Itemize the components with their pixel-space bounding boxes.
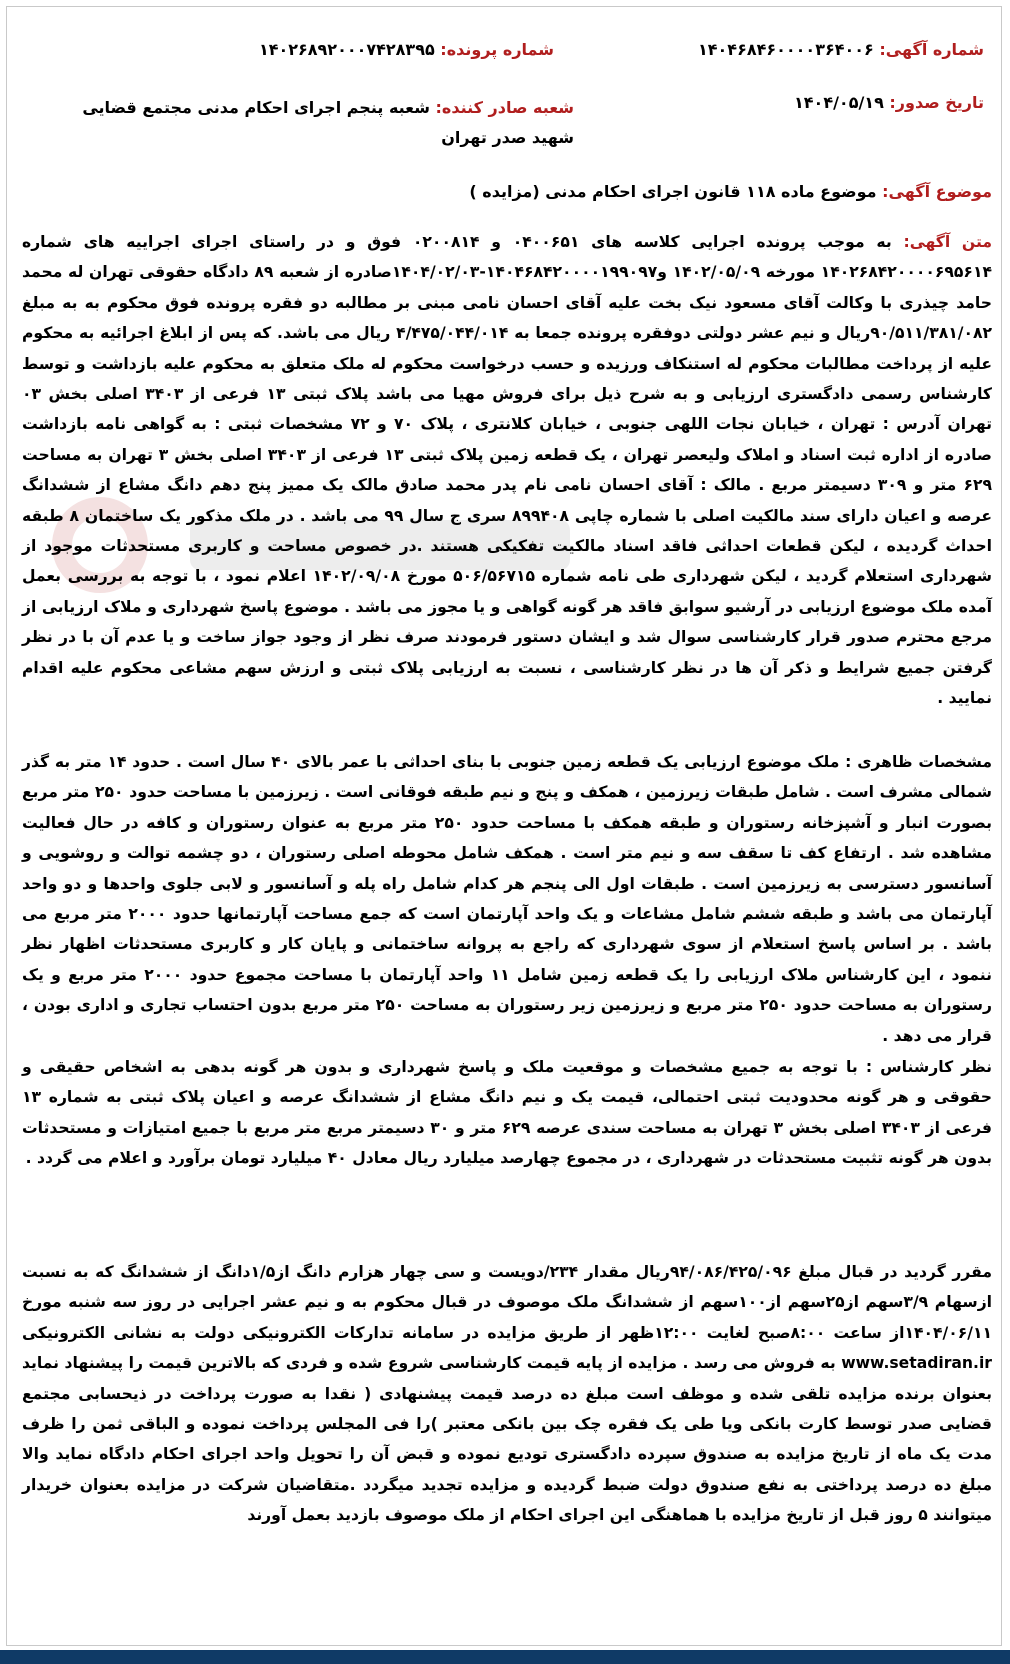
notice-text: به موجب پرونده اجرایی کلاسه های ۰۴۰۰۶۵۱ و ۰۲۰۰۸۱۴ فوق و در راستای اجرای اجراییه های شماره ۱۴۰۲۶۸۴۲۰۰۰۰۶۹۵۶۱۴ مورخه ۱۴۰۲/۰۵/۰۹ و۱۴۰۴۶۸۴۲۰۰۰۰۱۹۹۰۹۷-۱۴۰۴/۰۲/۰۳صادره از شعبه ۸۹ دادگاه حقوقی تهران له محمد حامد چیذری با وکالت آقای مسعود نیک بخت علیه آقای احسان نامی مبنی بر مطالبه دو فقره پرونده فوق محکوم به به مبلغ ۹۰/۵۱۱/۳۸۱/۰۸۲ریال و نیم عشر دولتی دوفقره پرونده جمعا به ۴/۴۷۵/۰۴۴/۰۱۴ ریال می باشد. که پس از ابلاغ اجرائیه به محکوم علیه از پرداخت مطالبات محکوم له استنکاف ورزیده و حسب درخواست محکوم له ملک متعلق به محکوم علیه بازداشت و توسط کارشناس رسمی دادگستری ارزیابی و به شرح ذیل برای فروش مهیا می باشد پلاک ثبتی ۱۳ فرعی از ۳۴۰۳ اصلی بخش ۰۳ تهران آدرس : تهران ، خیابان نجات اللهی جنوبی ، خیابان کلانتری ، پلاک ۷۰ و ۷۲ مشخصات ثبتی : به گواهی نامه بازداشت صادره از اداره ثبت اسناد و املاک ولیعصر تهران ، یک قطعه زمین پلاک ثبتی ۱۳ فرعی از ۳۴۰۳ اصلی بخش ۳ تهران به مساحت ۶۲۹ متر و ۳۰۹ دسیمتر مربع . مالک : آقای احسان نامی نام پدر محمد صادق مالک یک ممیز پنج دهم دانگ مشاع از ششدانگ عرصه و اعیان دارای سند مالکیت اصلی با شماره چاپی ۸۹۹۴۰۸ سری ج سال ۹۹ می باشد . در ملک مذکور یک ساختمان ۸ طبقه احداث گردیده ، لیکن قطعات احداثی فاقد اسناد مالکیت تفکیکی هستند .در خصوص مساحت و کاربری مستحدثات موجود از شهرداری استعلام گردید ، لیکن شهرداری طی نامه شماره ۵۰۶/۵۶۷۱۵ مورخ ۱۴۰۲/۰۹/۰۸ اعلام نمود ، با توجه به بررسی بعمل آمده ملک موضوع ارزیابی در آرشیو سوابق فاقد هر گونه گواهی و یا مجوز می باشد . موضوع پاسخ شهرداری و ملاک ارزیابی از مرجع محترم صدور قرار کارشناسی سوال شد و ایشان دستور فرمودند صرف نظر از وجود جواز ساخت و یا عدم آن با در نظر گرفتن جمیع شرایط و ذکر آن ها در نظر کارشناسی ، نسبت به ارزیابی پلاک ثبتی و ارزش سهم مشاعی محکوم علیه اقدام نمایید . bbox=[22, 233, 993, 708]
issuer-label: شعبه صادر کننده: bbox=[435, 98, 574, 117]
bottom-bar bbox=[0, 1650, 1010, 1664]
case-number-label: شماره پرونده: bbox=[440, 40, 554, 59]
expert-opinion-paragraph: نظر کارشناس : با توجه به جمیع مشخصات و موقعیت ملک و پاسخ شهرداری و بدون هر گونه بدهی به اشخاص حقیقی و حقوقی و هر گونه محدودیت ثبتی احتمالی، قیمت یک و نیم دانگ مشاع از ششدانگ عرصه و اعیان پلاک ثبتی به شماره ۱۳ فرعی از ۳۴۰۳ اصلی بخش ۳ تهران به مساحت سندی عرصه ۶۲۹ متر و ۳۰ دسیمتر مربع متر مربع با جمیع امتیازات و مستحدثات بدون هر گونه تثبیت مستحدثات در شهرداری ، در مجموع چهارصد میلیارد ریال معادل ۴۰ میلیارد تومان برآورد و اعلام می گردد . bbox=[22, 1058, 992, 1168]
issue-date-label: تاریخ صدور: bbox=[889, 93, 984, 112]
case-number-row bbox=[259, 40, 554, 59]
issue-date-row bbox=[794, 93, 984, 112]
subject-value: موضوع ماده ۱۱۸ قانون اجرای احکام مدنی (مزایده ) bbox=[469, 182, 877, 201]
subject-row bbox=[469, 182, 992, 201]
case-number-value: ۱۴۰۲۶۸۹۲۰۰۰۷۴۲۸۳۹۵ bbox=[258, 40, 435, 59]
notice-text-label: متن آگهی: bbox=[903, 233, 992, 251]
ad-number-value: ۱۴۰۴۶۸۴۶۰۰۰۰۳۶۴۰۰۶ bbox=[698, 40, 874, 59]
appearance-paragraph: مشخصات ظاهری : ملک موضوع ارزیابی یک قطعه زمین جنوبی با بنای احداثی با عمر بالای ۴۰ سال است . حدود ۱۴ متر به گذر شمالی مشرف است . شامل طبقات زیرزمین ، همکف و پنج و نیم طبقه فوقانی است . زیرزمین با مساحت حدود ۲۵۰ متر مربع بصورت انبار و آشپزخانه رستوران و طبقه همکف با مساحت حدود ۲۵۰ متر مربع به عنوان رستوران و کافه در حال فعالیت مشاهده شد . ارتفاع کف تا سقف سه و نیم متر است . همکف شامل محوطه اصلی رستوران ، دو چشمه توالت و روشویی و آسانسور دسترسی به زیرزمین است . طبقات اول الی پنجم هر کدام شامل راه پله و آسانسور و لابی جلوی واحدها و دو واحد آپارتمان می باشد و طبقه ششم شامل مشاعات و یک واحد آپارتمان است که جمع مساحت آپارتمانها حدود ۲۰۰۰ متر مربع می باشد . بر اساس پاسخ استعلام از سوی شهرداری که راجع به پروانه ساختمانی و پایان کار و کاربری مستحدثات اظهار نظر ننمود ، این کارشناس ملاک ارزیابی را یک قطعه زمین شامل ۱۱ واحد آپارتمان با مساحت مجموع حدود ۲۰۰۰ متر مربع و یک رستوران به مساحت حدود ۲۵۰ متر مربع و زیرزمین زیر رستوران به مساحت ۲۵۰ متر مربع بدون احتساب تجاری و اداری بودن ، قرار می دهد . bbox=[22, 753, 992, 1045]
auction-paragraph: مقرر گردید در قبال مبلغ ۹۴/۰۸۶/۴۲۵/۰۹۶ریال مقدار ۲۳۴/دویست و سی چهار هزارم دانگ از۱/۵دانگ از ششدانگ که به نسبت ازسهام ۳/۹سهم از۲۵سهم از۱۰۰سهم از ششدانگ ملک موصوف در قبال محکوم به و نیم عشر اجرایی در روز سه شنبه مورخ ۱۴۰۴/۰۶/۱۱از ساعت ۸:۰۰صبح لغایت ۱۲:۰۰ظهر از طریق مزایده در سامانه تدارکات الکترونیکی دولت به نشانی الکترونیکی www.setadiran.ir به فروش می رسد . مزایده از پایه قیمت کارشناسی شروع شده و فردی که بالاترین قیمت را پیشنهاد نماید بعنوان برنده مزایده تلقی شده و موظف است مبلغ ده درصد قیمت پیشنهادی ( نقدا به صورت پرداخت در ذیحسابی مجتمع قضایی صدر توسط کارت بانکی ویا طی یک فقره چک بین بانکی معتبر )را فی المجلس پرداخت نموده و الباقی ثمن را ظرف مدت یک ماه از تاریخ مزایده به صندوق سپرده دادگستری تودیع نموده و قبض آن را تحویل واحد اجرای احکام دادگاه نماید والا مبلغ ده درصد پرداختی به نفع صندوق دولت ضبط گردیده و مزایده تجدید میگردد .متقاضیان شرکت در مزایده بعنوان خریدار میتوانند ۵ روز قبل از تاریخ مزایده با هماهنگی این اجرای احکام از ملک موصوف بازدید بعمل آورند bbox=[22, 1263, 993, 1525]
issuer-row bbox=[64, 93, 574, 153]
notice-body-paragraph bbox=[22, 227, 992, 714]
ad-number-label: شماره آگهی: bbox=[879, 40, 984, 59]
subject-label: موضوع آگهی: bbox=[882, 182, 992, 201]
ad-number-row bbox=[698, 40, 984, 59]
issuer-value: شعبه پنجم اجرای احکام مدنی مجتمع قضایی شهید صدر تهران bbox=[82, 98, 574, 147]
issue-date-value: ۱۴۰۴/۰۵/۱۹ bbox=[794, 93, 884, 112]
